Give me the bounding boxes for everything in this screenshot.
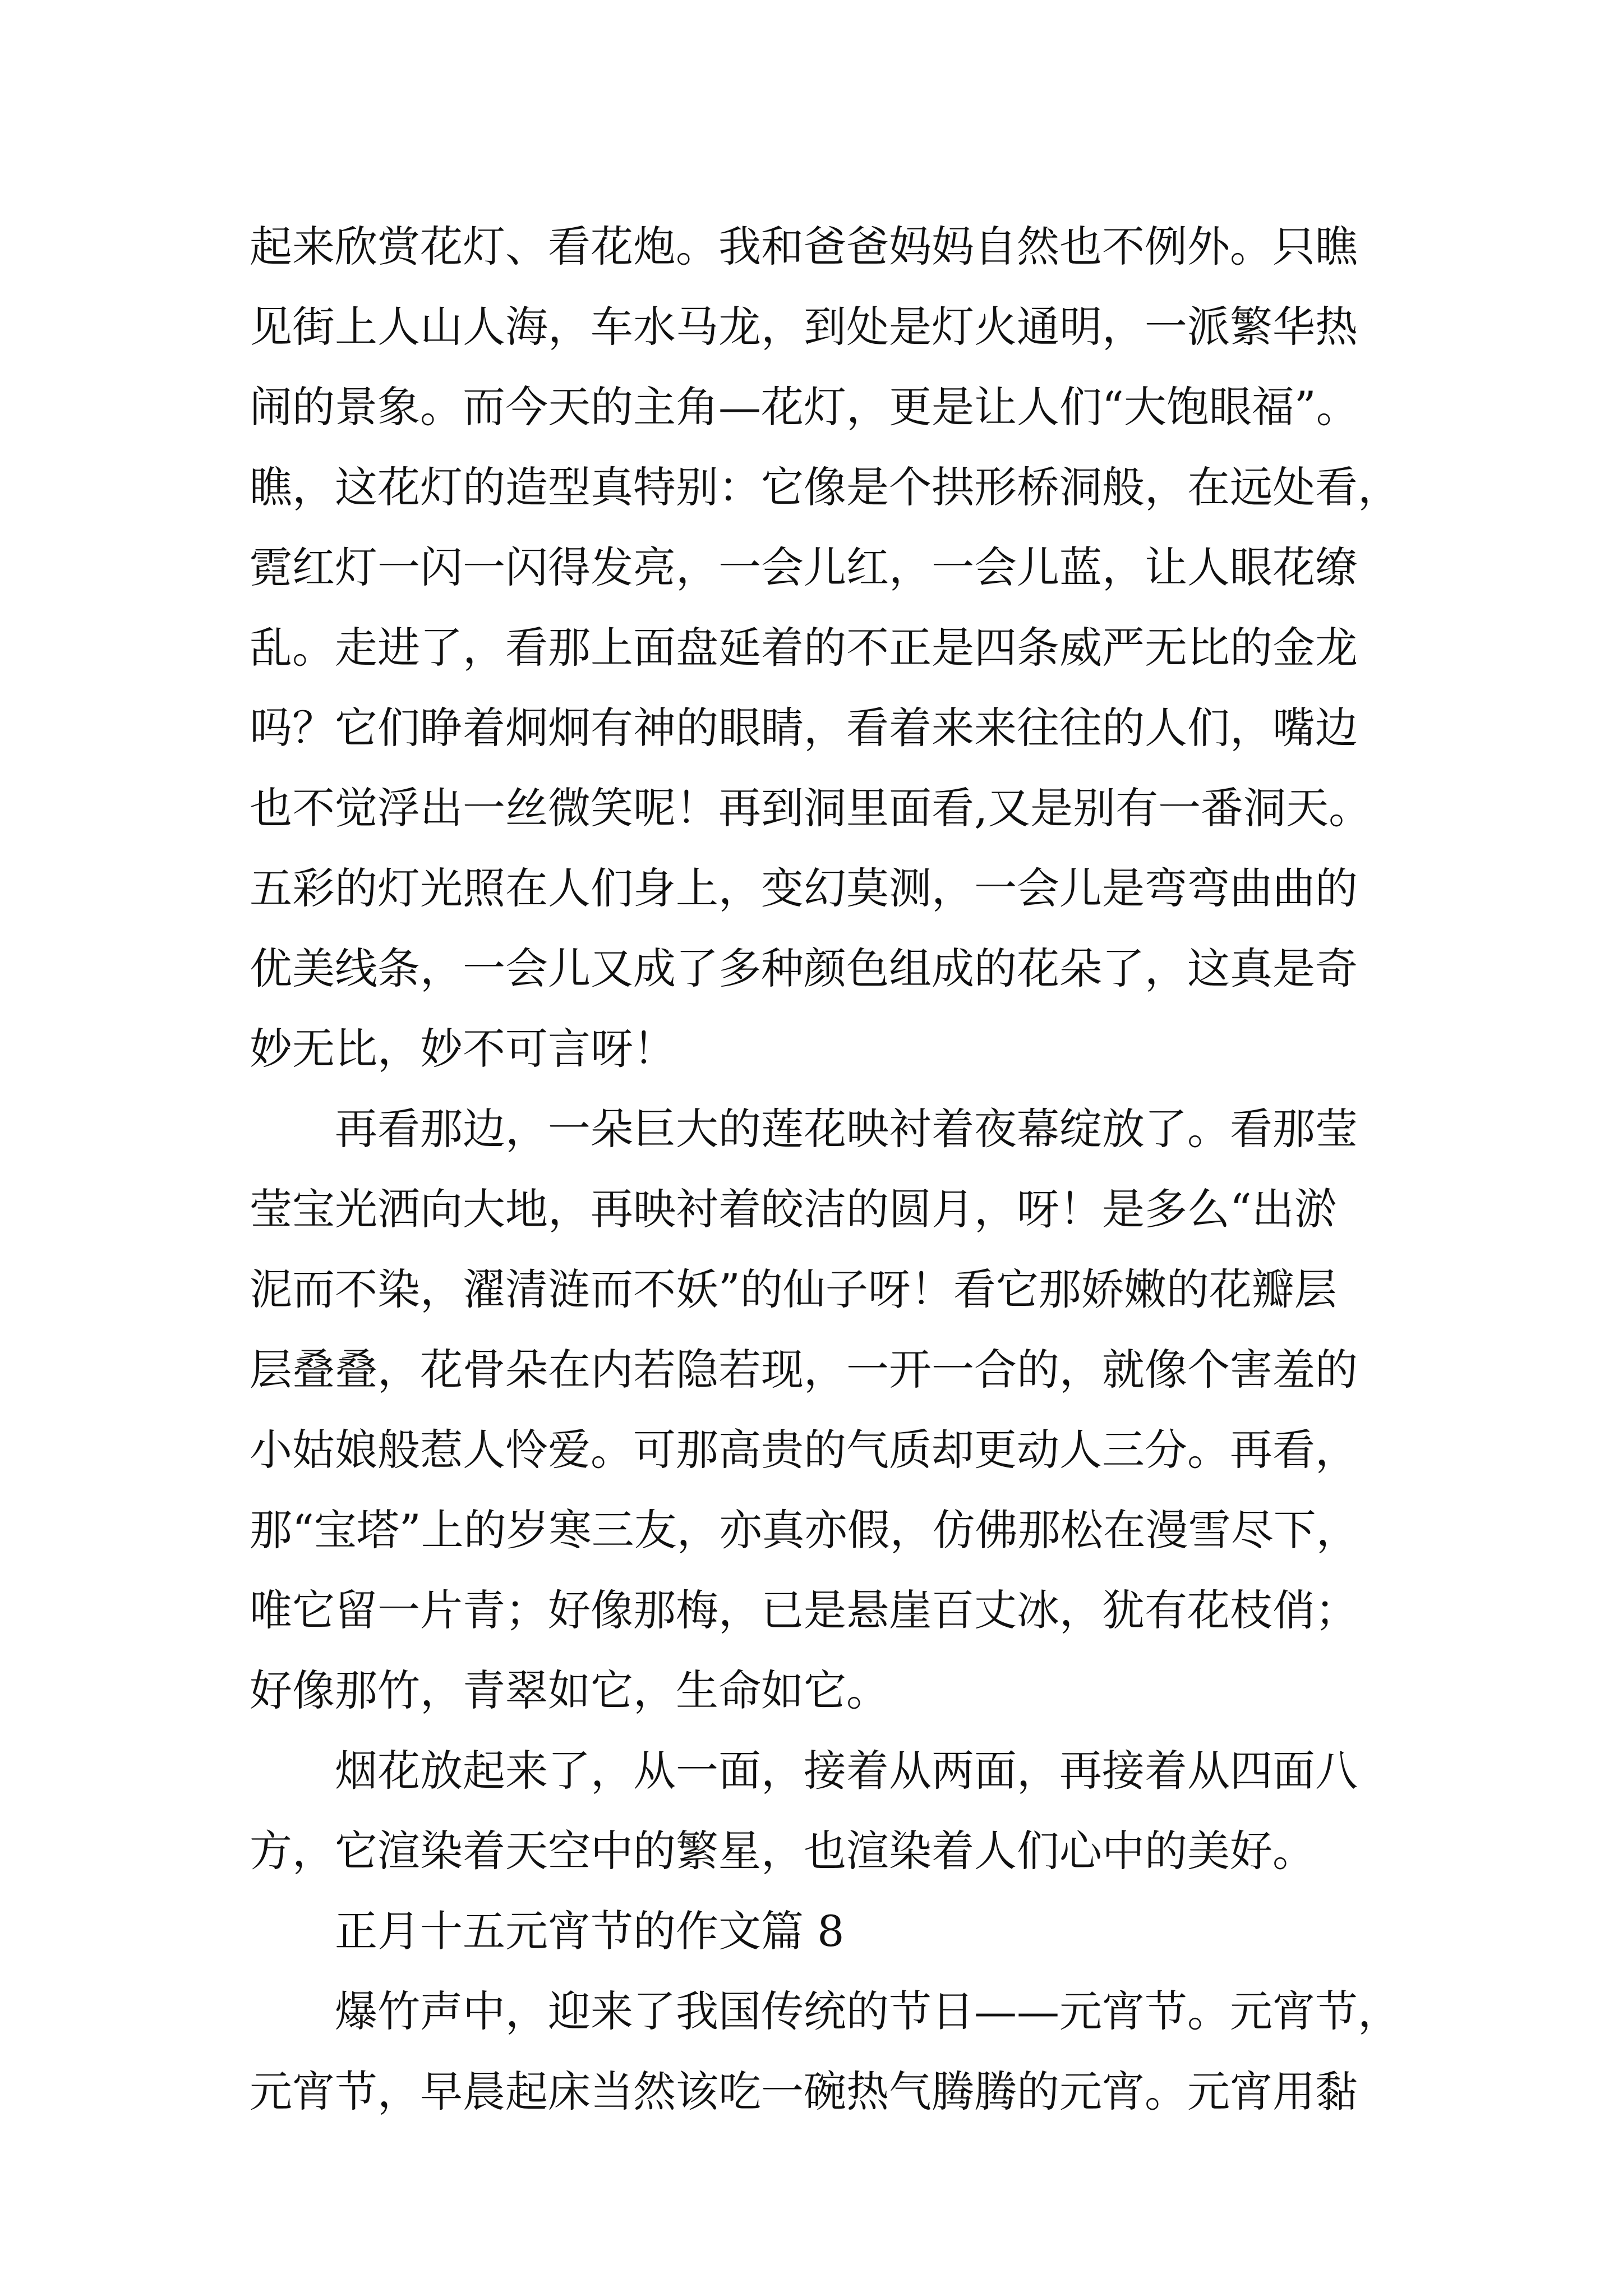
text-line: 唯它留一片青；好像那梅，已是悬崖百丈冰，犹有花枝俏；: [250, 1585, 1358, 1635]
text-line: 起来欣赏花灯、看花炮。我和爸爸妈妈自然也不例外。只瞧: [250, 222, 1358, 272]
text-line: 泥而不染，濯清涟而不妖”的仙子呀！看它那娇嫩的花瓣层: [250, 1264, 1337, 1314]
paragraph-start-line: 爆竹声中，迎来了我国传统的节日——元宵节。元宵节，: [335, 1986, 1400, 2036]
text-line: 元宵节，早晨起床当然该吃一碗热气腾腾的元宵。元宵用黏: [250, 2067, 1358, 2116]
paragraph-start-line: 烟花放起来了，从一面，接着从两面，再接着从四面八: [335, 1746, 1358, 1796]
text-line: 也不觉浮出一丝微笑呢！再到洞里面看,又是别有一番洞天。: [250, 783, 1372, 833]
text-line: 霓红灯一闪一闪得发亮，一会儿红，一会儿蓝，让人眼花缭: [250, 542, 1358, 592]
text-line: 层叠叠，花骨朵在内若隐若现，一开一合的，就像个害羞的: [250, 1345, 1358, 1395]
text-line: 那“宝塔”上的岁寒三友，亦真亦假，仿佛那松在漫雪尽下，: [250, 1505, 1359, 1555]
text-line: 五彩的灯光照在人们身上，变幻莫测，一会儿是弯弯曲曲的: [250, 863, 1358, 913]
text-line: 乱。走进了，看那上面盘延着的不正是四条威严无比的金龙: [250, 623, 1358, 673]
text-line: 莹宝光洒向大地，再映衬着皎洁的圆月，呀！是多么“出淤: [250, 1184, 1337, 1234]
text-line: 优美线条，一会儿又成了多种颜色组成的花朵了，这真是奇: [250, 944, 1358, 993]
document-body: [250, 206, 1410, 2132]
text-line: 闹的景象。而今天的主角—花灯，更是让人们“大饱眼福”。: [250, 382, 1359, 432]
paragraph-start-line: 再看那边，一朵巨大的莲花映衬着夜幕绽放了。看那莹: [335, 1104, 1358, 1154]
text-line: 瞧，这花灯的造型真特别：它像是个拱形桥洞般，在远处看，: [250, 462, 1400, 512]
text-line: 方，它渲染着天空中的繁星，也渲染着人们心中的美好。: [250, 1826, 1315, 1876]
text-line: 见街上人山人海，车水马龙，到处是灯火通明，一派繁华热: [250, 302, 1358, 352]
text-line: 好像那竹，青翠如它，生命如它。: [250, 1665, 889, 1715]
section-heading: 正月十五元宵节的作文篇 8: [335, 1906, 845, 1956]
text-line: 吗？它们睁着炯炯有神的眼睛，看着来来往往的人们，嘴边: [250, 703, 1358, 753]
text-line: 小姑娘般惹人怜爱。可那高贵的气质却更动人三分。再看，: [250, 1425, 1358, 1475]
text-line: 妙无比，妙不可言呀！: [250, 1024, 676, 1074]
